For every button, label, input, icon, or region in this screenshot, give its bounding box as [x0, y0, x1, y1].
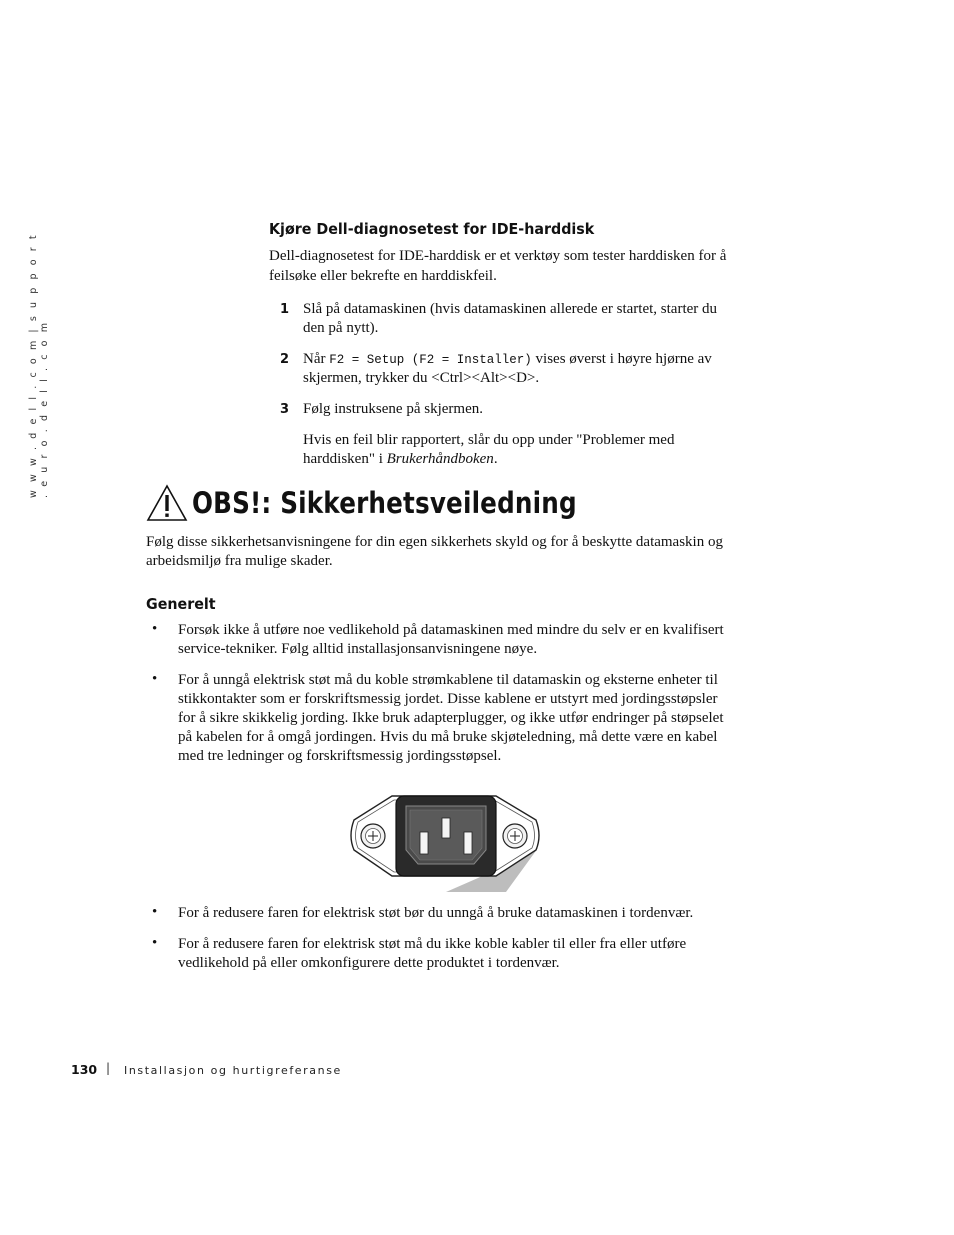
bullet-2-line-2: stikkontakter som er forskriftsmessig jordet. Disse kablene er utstyrt med jordingsstøpsler: [178, 691, 718, 707]
bullet-2-line-3: for å sikre skikkelig jording. Ikke bruk adapterplugger, og ikke utfør endringer på støpselet: [178, 710, 724, 726]
bullet-1-line-2: service-tekniker. Følg alltid installasjonsanvisningene nøye.: [178, 641, 538, 657]
step-3-line-1: Følg instruksene på skjermen.: [303, 401, 483, 417]
bullet: •: [152, 935, 158, 951]
step-number: 3: [280, 402, 290, 417]
bullet: •: [152, 671, 158, 687]
obs-heading: [146, 484, 645, 522]
page-number: 130: [71, 1062, 98, 1077]
step-1-line-2: den på nytt).: [303, 320, 379, 336]
obs-intro-line-1: Følg disse sikkerhetsanvisningene for din egen sikkerhets skyld og for å beskytte datamaskin og: [146, 534, 723, 550]
note-post: .: [493, 451, 498, 467]
step-number: 2: [280, 352, 290, 367]
warning-triangle-icon: [146, 484, 188, 522]
step-number: 1: [280, 302, 290, 317]
bullet-1-line-1: Forsøk ikke å utføre noe vedlikehold på datamaskinen med mindre du selv er en kvalifisert: [178, 622, 724, 638]
footer-title: Installasjon og hurtigreferanse: [124, 1064, 342, 1077]
section-heading-diagnose: Kjøre Dell-diagnosetest for IDE-harddisk: [269, 220, 595, 238]
note-line-1: Hvis en feil blir rapportert, slår du opp under "Problemer med: [303, 432, 675, 448]
note-pre: harddisken" i: [303, 451, 383, 467]
note-italic: Brukerhåndboken: [386, 451, 494, 467]
power-connector-illustration: [346, 792, 542, 896]
step-1-line-1: Slå på datamaskinen (hvis datamaskinen allerede er startet, starter du: [303, 301, 718, 317]
bullet-2-line-4: på kabelen for å omgå jordingen. Hvis du må bruke skjøteledning, må dette være en kabel: [178, 729, 718, 745]
step-2-pre: Når: [303, 351, 326, 367]
general-heading: Generelt: [146, 595, 216, 613]
bullet-2-line-1: For å unngå elektrisk støt må du koble strømkablene til datamaskin og eksterne enheter til: [178, 672, 718, 688]
footer-separator: |: [106, 1061, 111, 1075]
step-2-post: vises øverst i høyre hjørne av: [535, 351, 712, 367]
step-2-line-1: [303, 350, 712, 370]
bullet-4-line-1: For å redusere faren for elektrisk støt må du ikke koble kabler til eller fra eller utføre: [178, 936, 687, 952]
note-line-2: [303, 450, 498, 469]
bullet: •: [152, 621, 158, 637]
sidebar-url: w w w . d e l l . c o m | s u p p o r t . e u r o . d e l l . c o m: [28, 232, 50, 498]
bullet-3-line-1: For å redusere faren for elektrisk støt bør du unngå å bruke datamaskinen i tordenvær.: [178, 905, 694, 921]
obs-intro-line-2: arbeidsmiljø fra mulige skader.: [146, 553, 333, 569]
intro-line-2: feilsøke eller bekrefte en harddiskfeil.: [269, 268, 497, 284]
step-2-code: F2 = Setup (F2 = Installer): [329, 353, 532, 367]
obs-title: OBS!: Sikkerhetsveiledning: [192, 486, 577, 520]
intro-line-1: Dell-diagnosetest for IDE-harddisk er et verktøy som tester harddisken for å: [269, 248, 727, 264]
bullet-4-line-2: vedlikehold på eller omkonfigurere dette produktet i tordenvær.: [178, 955, 560, 971]
step-2-line-2: skjermen, trykker du <Ctrl><Alt><D>.: [303, 370, 540, 386]
bullet: •: [152, 904, 158, 920]
bullet-2-line-5: med tre ledninger og forskriftsmessig jordingsstøpsel.: [178, 748, 502, 764]
